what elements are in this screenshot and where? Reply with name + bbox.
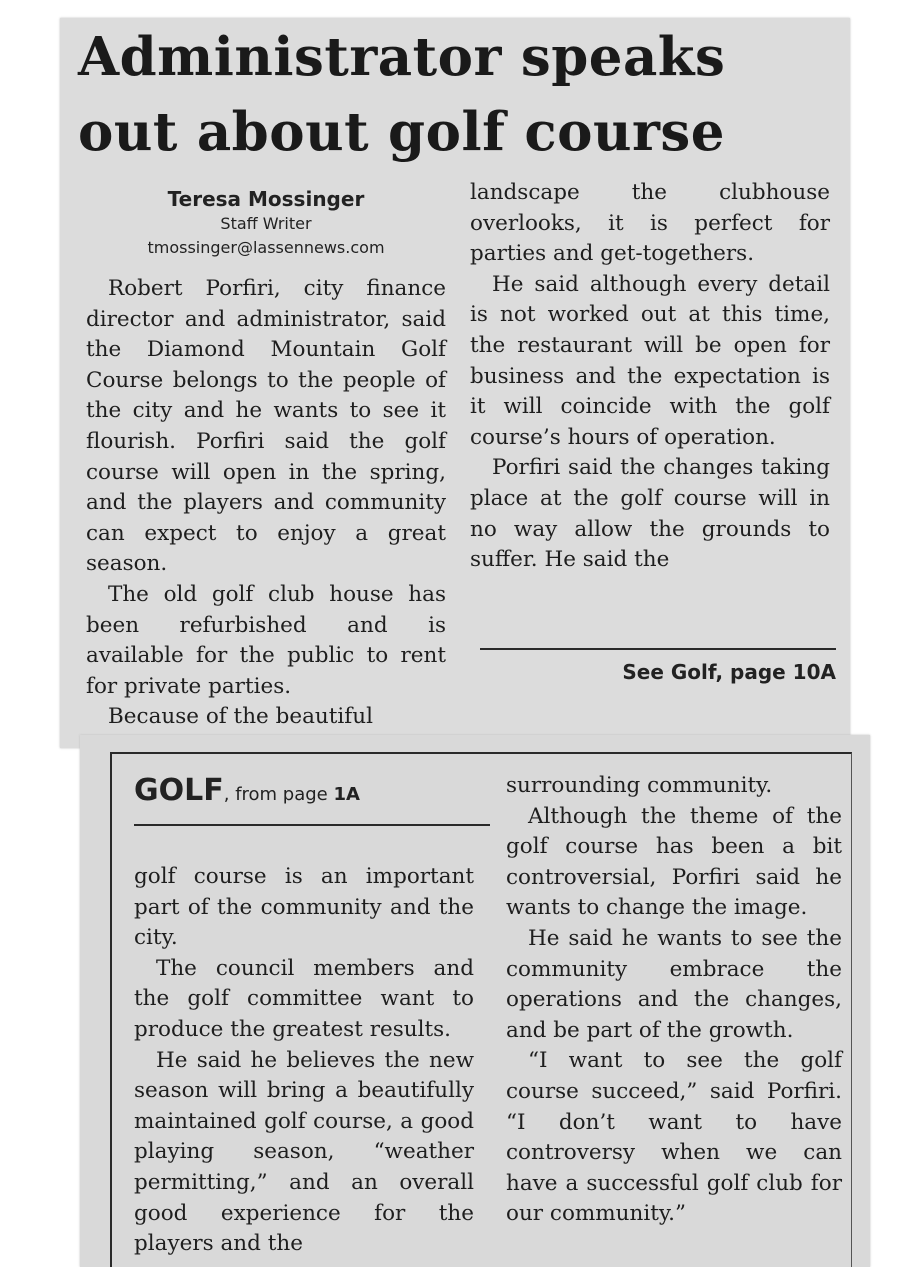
jump-divider xyxy=(134,824,490,826)
author-role: Staff Writer xyxy=(220,214,312,233)
paragraph: He said he believes the new season will bring a beautifully maintained golf course, a good playing season, “weather permitting,” and an overall good experience for the players and the xyxy=(134,1047,474,1257)
paragraph: He said he wants to see the community embrace the operations and the changes, and be part of the growth. xyxy=(506,925,842,1043)
paragraph: Robert Porfiri, city finance director and administrator, said the Diamond Mountain Golf Course belongs to the people of the city and he wants to see it flourish. Porfiri said the golf course will open in the spring, and the players and community can expect to enjoy a great season. xyxy=(86,276,446,577)
paragraph: golf course is an important part of the community and the city. xyxy=(134,864,474,951)
headline-line-2: out about golf course xyxy=(78,101,725,163)
paragraph: surrounding community. xyxy=(506,773,773,798)
jump-keyword: GOLF xyxy=(134,773,224,808)
byline xyxy=(86,186,446,260)
jump-column-2 xyxy=(506,771,842,1230)
jump-from-page: 1A xyxy=(333,784,360,805)
continued-divider xyxy=(480,648,836,650)
jump-header xyxy=(134,773,494,808)
jump-from-text: , from page xyxy=(223,784,334,805)
article-column-1 xyxy=(86,274,446,733)
headline-line-1: Administrator speaks xyxy=(78,26,726,88)
paragraph: The old golf club house has been refurbished and is available for the public to rent for private parties. xyxy=(86,581,446,699)
paragraph: The council members and the golf committee want to produce the greatest results. xyxy=(134,955,474,1042)
headline xyxy=(78,20,838,170)
paragraph: landscape the clubhouse overlooks, it is perfect for parties and get-togethers. xyxy=(470,180,830,267)
paragraph: Porfiri said the changes taking place at the golf course will in no way allow the grounds to suffer. He said the xyxy=(470,455,830,573)
article-column-2 xyxy=(470,178,830,576)
continued-line: See Golf, page 10A xyxy=(622,660,836,684)
paragraph: Although the theme of the golf course has been a bit controversial, Porfiri said he wants to change the image. xyxy=(506,803,842,921)
author-email: tmossinger@lassennews.com xyxy=(147,238,385,257)
paragraph: “I want to see the golf course succeed,” said Porfiri. “I don’t want to have controversy when we can have a successful golf club for our community.” xyxy=(506,1048,842,1227)
paragraph: Because of the beautiful xyxy=(108,704,373,730)
jump-column-1 xyxy=(134,862,474,1260)
author-name: Teresa Mossinger xyxy=(167,187,365,211)
paragraph: He said although every detail is not worked out at this time, the restaurant will be open for business and the expectation is it will coincide with the golf course’s hours of operation. xyxy=(470,271,830,450)
